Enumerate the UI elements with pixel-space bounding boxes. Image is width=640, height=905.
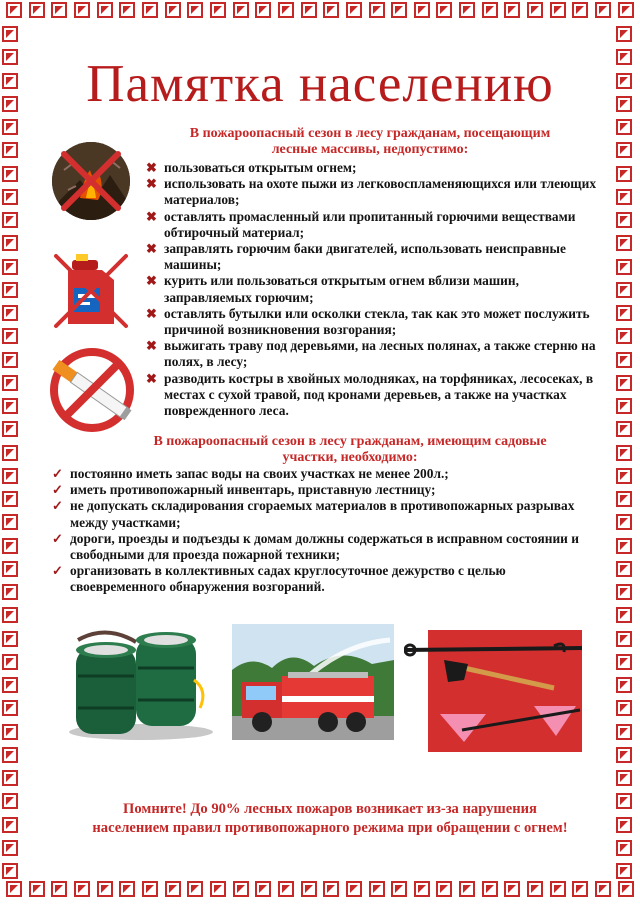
border-tile (2, 375, 18, 391)
border-tile (2, 73, 18, 89)
border-tile (165, 881, 181, 897)
border-tile (616, 352, 632, 368)
border-tile (142, 881, 158, 897)
border-tile (572, 881, 588, 897)
border-tile (2, 26, 18, 42)
border-tile (233, 2, 249, 18)
border-tile (414, 881, 430, 897)
border-tile (550, 881, 566, 897)
border-top (0, 2, 640, 24)
border-tile (369, 881, 385, 897)
border-tile (616, 863, 632, 879)
border-tile (618, 881, 634, 897)
list-item (50, 531, 590, 563)
border-tile (482, 881, 498, 897)
border-tile (2, 491, 18, 507)
border-tile (2, 352, 18, 368)
border-tile (2, 654, 18, 670)
border-tile (616, 514, 632, 530)
border-tile (2, 189, 18, 205)
forbidden-item-text: оставлять промасленный или пропитанный горючими веществами обтирочный материал; (164, 208, 576, 240)
border-tile (255, 881, 271, 897)
border-tile (346, 881, 362, 897)
list-item (146, 209, 602, 241)
border-tile (2, 538, 18, 554)
border-tile (6, 881, 22, 897)
border-tile (436, 2, 452, 18)
water-barrels-image (66, 620, 216, 740)
border-tile (2, 700, 18, 716)
page-title: Памятка населению (86, 55, 554, 113)
border-tile (51, 2, 67, 18)
list-item (50, 563, 590, 595)
border-tile (504, 2, 520, 18)
forbidden-heading-line2: лесные массивы, недопустимо: (271, 142, 469, 157)
border-tile (97, 2, 113, 18)
border-tile (2, 770, 18, 786)
required-item-text: не допускать складирования сгораемых материалов в противопожарных разрывах между участками; (70, 498, 575, 530)
border-tile (616, 538, 632, 554)
border-tile (2, 724, 18, 740)
border-tile (616, 747, 632, 763)
border-tile (616, 166, 632, 182)
border-tile (187, 881, 203, 897)
list-item (146, 273, 602, 305)
border-tile (414, 2, 430, 18)
border-tile (2, 282, 18, 298)
border-tile (616, 235, 632, 251)
border-tile (616, 305, 632, 321)
list-item (146, 241, 602, 273)
border-tile (616, 840, 632, 856)
no-smoking-icon (44, 342, 138, 434)
border-tile (2, 793, 18, 809)
checkmark-icon: ✓ (52, 498, 63, 514)
checkmark-icon: ✓ (52, 530, 63, 546)
forbidden-item-text: использовать на охоте пыжи из легковоспламеняющихся или тлеющих материалов; (164, 176, 597, 208)
no-fuel-canister-icon (48, 248, 134, 332)
cross-icon: ✖ (146, 160, 157, 175)
required-item-text: иметь противопожарный инвентарь, приставную лестницу; (70, 482, 436, 498)
border-tile (616, 282, 632, 298)
border-right (616, 24, 638, 881)
border-tile (142, 2, 158, 18)
border-tile (616, 375, 632, 391)
forbidden-item-text: заправлять горючим баки двигателей, использовать неисправные машины; (164, 241, 566, 273)
footer-line1: Помните! До 90% лесных пожаров возникает из-за нарушения (123, 801, 537, 817)
border-tile (2, 514, 18, 530)
border-tile (2, 49, 18, 65)
list-item (50, 466, 590, 482)
border-tile (616, 328, 632, 344)
forbidden-heading-line1: В пожароопасный сезон в лесу гражданам, посещающим (189, 126, 551, 141)
border-tile (616, 212, 632, 228)
border-tile (616, 770, 632, 786)
border-tile (2, 96, 18, 112)
list-item (146, 306, 602, 338)
border-tile (6, 2, 22, 18)
border-tile (2, 840, 18, 856)
border-tile (618, 2, 634, 18)
forbidden-item-text: пользоваться открытым огнем; (164, 160, 357, 175)
border-tile (527, 881, 543, 897)
checkmark-icon: ✓ (52, 482, 63, 498)
list-item (146, 338, 602, 370)
border-tile (51, 881, 67, 897)
border-tile (616, 677, 632, 693)
border-left (2, 24, 24, 881)
border-tile (436, 881, 452, 897)
required-heading-line2: участки, необходимо: (282, 450, 418, 465)
border-tile (482, 2, 498, 18)
cross-icon: ✖ (146, 176, 157, 192)
border-tile (616, 398, 632, 414)
border-tile (119, 2, 135, 18)
border-tile (2, 863, 18, 879)
border-tile (504, 881, 520, 897)
border-tile (2, 445, 18, 461)
border-tile (459, 881, 475, 897)
forbidden-list (146, 160, 602, 419)
border-tile (233, 881, 249, 897)
border-tile (616, 49, 632, 65)
border-tile (616, 793, 632, 809)
required-item-text: постоянно иметь запас воды на своих участках не менее 200л.; (70, 466, 449, 481)
border-tile (616, 468, 632, 484)
border-tile (74, 2, 90, 18)
border-tile (391, 2, 407, 18)
required-section-heading (90, 434, 610, 466)
border-tile (278, 2, 294, 18)
border-tile (2, 166, 18, 182)
forbidden-section-heading (150, 126, 590, 158)
checkmark-icon: ✓ (52, 466, 63, 481)
border-tile (616, 700, 632, 716)
border-tile (616, 142, 632, 158)
border-tile (346, 2, 362, 18)
border-tile (119, 881, 135, 897)
border-tile (616, 445, 632, 461)
required-list (50, 466, 590, 596)
cross-icon: ✖ (146, 208, 157, 224)
border-tile (165, 2, 181, 18)
list-item (146, 160, 602, 176)
footer-line2: населением правил противопожарного режима при обращении с огнем! (92, 820, 568, 836)
border-tile (369, 2, 385, 18)
forbidden-item-text: выжигать траву под деревьями, на лесных полянах, а также стерню на полях, в лесу; (164, 338, 596, 370)
border-tile (595, 2, 611, 18)
border-bottom (0, 881, 640, 903)
border-tile (2, 677, 18, 693)
border-tile (391, 881, 407, 897)
border-tile (323, 881, 339, 897)
forbidden-item-text: курить или пользоваться открытым огнем вблизи машин, заправляемых горючим; (164, 273, 519, 305)
list-item (50, 482, 590, 498)
required-item-text: организовать в коллективных садах круглосуточное дежурство с целью своевременного обнаружения возгораний. (70, 563, 506, 595)
border-tile (616, 119, 632, 135)
border-tile (616, 584, 632, 600)
border-tile (616, 631, 632, 647)
required-item-text: дороги, проезды и подъезды к домам должны содержаться в исправном состоянии и свободными для проезда пожарной техники; (70, 530, 579, 563)
footer-note (60, 800, 600, 838)
border-tile (616, 491, 632, 507)
border-tile (2, 747, 18, 763)
border-tile (187, 2, 203, 18)
border-tile (2, 235, 18, 251)
border-tile (2, 607, 18, 623)
cross-icon: ✖ (146, 338, 157, 354)
border-tile (616, 26, 632, 42)
border-tile (74, 881, 90, 897)
border-tile (2, 631, 18, 647)
border-tile (278, 881, 294, 897)
cross-icon: ✖ (146, 273, 157, 289)
border-tile (527, 2, 543, 18)
border-tile (572, 2, 588, 18)
no-fire-icon (50, 140, 132, 222)
border-tile (616, 654, 632, 670)
border-tile (2, 259, 18, 275)
border-tile (210, 2, 226, 18)
border-tile (2, 561, 18, 577)
list-item (146, 371, 602, 420)
border-tile (2, 305, 18, 321)
border-tile (301, 881, 317, 897)
border-tile (210, 881, 226, 897)
border-tile (616, 421, 632, 437)
border-tile (616, 259, 632, 275)
border-tile (2, 142, 18, 158)
border-tile (616, 189, 632, 205)
border-tile (2, 119, 18, 135)
forbidden-item-text: оставлять бутылки или осколки стекла, так как это может послужить причиной возникновения возгорания; (164, 305, 590, 338)
border-tile (616, 73, 632, 89)
border-tile (616, 724, 632, 740)
border-tile (2, 421, 18, 437)
checkmark-icon: ✓ (52, 563, 63, 579)
cross-icon: ✖ (146, 241, 157, 257)
border-tile (616, 96, 632, 112)
border-tile (2, 398, 18, 414)
border-tile (97, 881, 113, 897)
list-item (50, 498, 590, 530)
required-heading-line1: В пожароопасный сезон в лесу гражданам, имеющим садовые (153, 434, 547, 449)
border-tile (2, 468, 18, 484)
cross-icon: ✖ (146, 305, 157, 321)
border-tile (29, 2, 45, 18)
border-tile (616, 607, 632, 623)
border-tile (459, 2, 475, 18)
border-tile (255, 2, 271, 18)
border-tile (2, 817, 18, 833)
border-tile (616, 561, 632, 577)
border-tile (595, 881, 611, 897)
border-tile (2, 212, 18, 228)
list-item (146, 176, 602, 208)
cross-icon: ✖ (146, 370, 157, 386)
border-tile (616, 817, 632, 833)
fire-board-image (404, 630, 582, 752)
forbidden-item-text: разводить костры в хвойных молодняках, на торфяниках, лесосеках, в местах с сухой травой, под кронами деревьев, а также на участках поврежденного леса. (164, 370, 594, 419)
border-tile (301, 2, 317, 18)
border-tile (29, 881, 45, 897)
fire-truck-image (232, 624, 394, 740)
border-tile (323, 2, 339, 18)
border-tile (2, 584, 18, 600)
border-tile (2, 328, 18, 344)
border-tile (550, 2, 566, 18)
